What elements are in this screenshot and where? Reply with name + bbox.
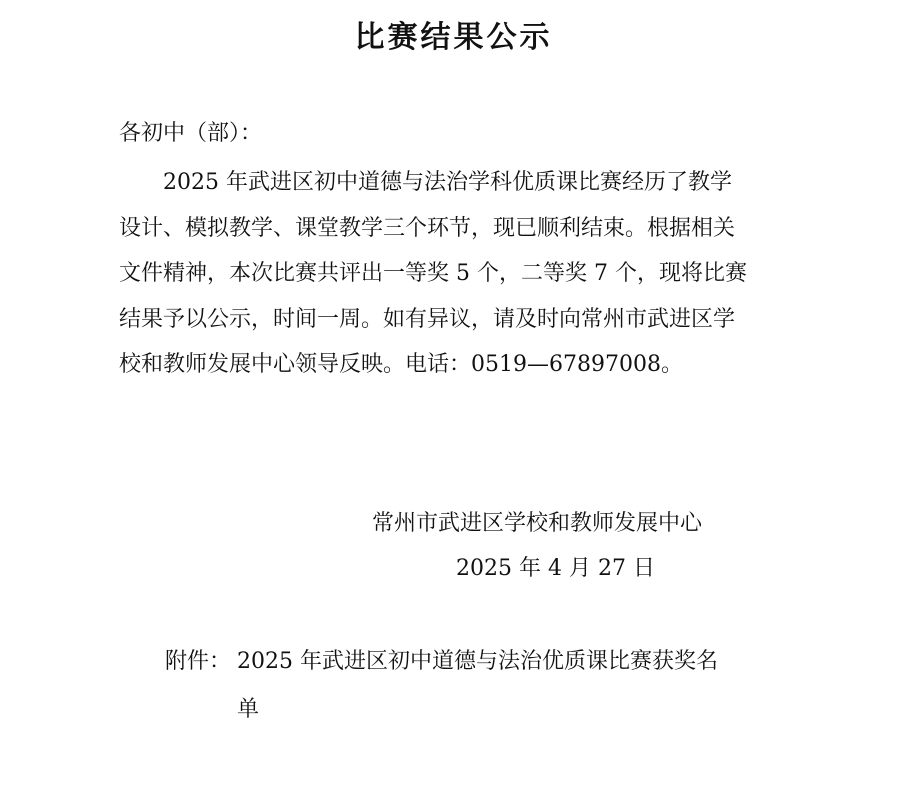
document-title: 比赛结果公示: [354, 20, 553, 55]
body-line-3: 文件精神，本次比赛共评出一等奖 5 个，二等奖 7 个，现将比赛: [119, 261, 747, 286]
signature-date: 2025 年 4 月 27 日: [456, 556, 655, 581]
body-paragraph: [119, 160, 789, 388]
salutation: 各初中（部）：: [119, 121, 263, 146]
body-line-1: 2025 年武进区初中道德与法治学科优质课比赛经历了教学: [163, 170, 732, 195]
body-line-4: 结果予以公示，时间一周。如有异议，请及时向常州市武进区学: [119, 306, 736, 332]
attachment-line-1: [165, 638, 718, 686]
body-line-5: 校和教师发展中心领导反映。电话：0519—67897008。: [119, 352, 683, 377]
attachment-line-2: 单: [237, 697, 260, 722]
attachment-note: [165, 638, 718, 734]
attachment-text: 2025 年武进区初中道德与法治优质课比赛获奖名: [237, 649, 718, 674]
body-line-2: 设计、模拟教学、课堂教学三个环节，现已顺利结束。根据相关: [119, 215, 736, 241]
signature-organization: 常州市武进区学校和教师发展中心: [372, 511, 703, 536]
attachment-label: 附件：: [165, 649, 232, 674]
